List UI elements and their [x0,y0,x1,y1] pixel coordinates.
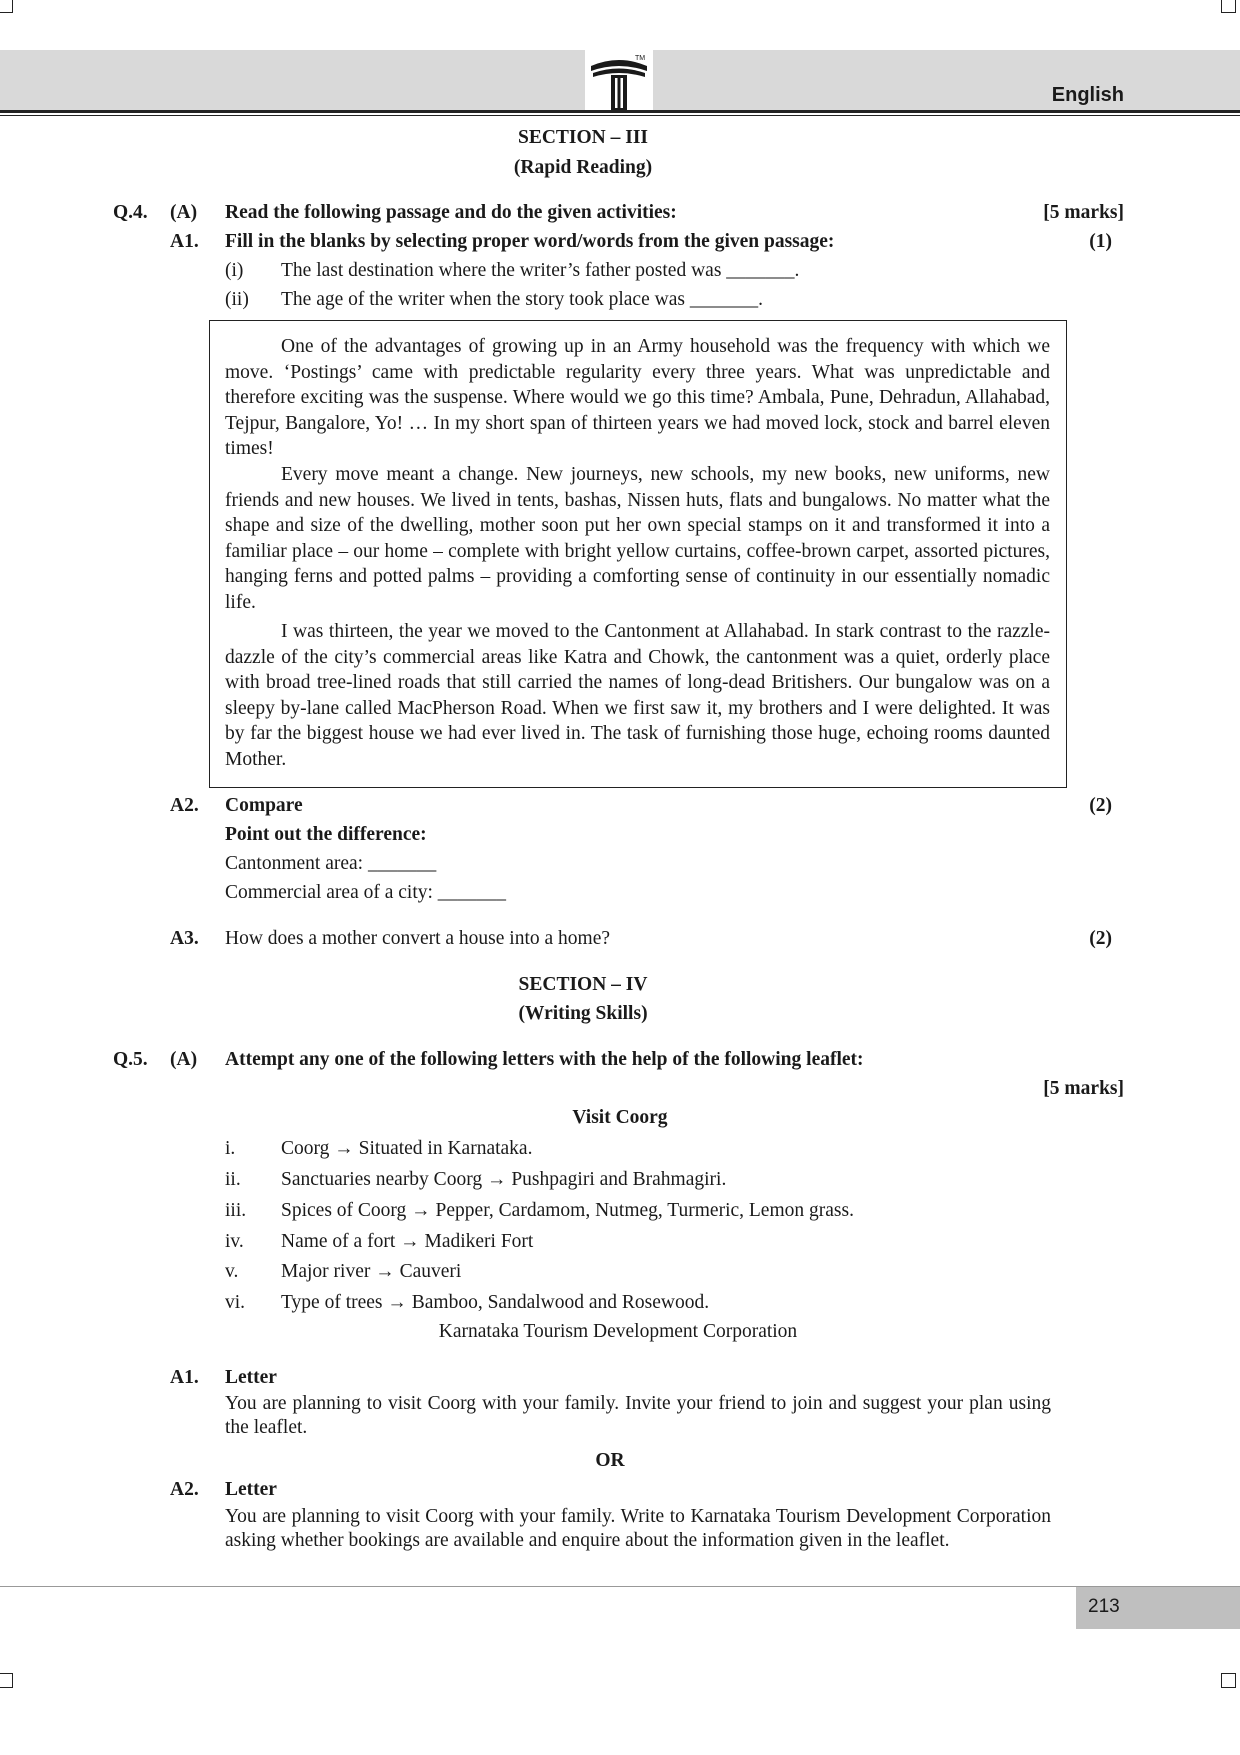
q5-a1-text: You are planning to visit Coorg with your family. Invite your friend to join and suggest your plan using the leaflet. [225,1393,1051,1438]
q4-a1-instruction: Fill in the blanks by selecting proper word/words from the given passage: [225,231,835,252]
q5-marks: [5 marks] [1043,1078,1124,1099]
publisher-logo [585,48,653,112]
q4-a2-line2: Commercial area of a city: _______ [225,882,507,903]
q5-a2-label: A2. [170,1479,199,1500]
leaflet-item-num: iv. [225,1231,244,1252]
leaflet-item-num: v. [225,1261,239,1282]
leaflet-item-text: Name of a fort → Madikeri Fort [281,1231,534,1252]
q4-a2-subtitle: Point out the difference: [225,824,427,845]
page-number: 213 [1088,1596,1120,1617]
leaflet-title: Visit Coorg [572,1107,668,1128]
svg-text:TM: TM [635,55,646,62]
leaflet-item-num: iii. [225,1200,247,1221]
crop-mark-bottom-left [0,1673,13,1688]
header-rule [0,110,1240,113]
q4-a3-text: How does a mother convert a house into a home? [225,928,611,949]
q4-a2-title: Compare [225,795,303,816]
q4-a3-marks: (2) [1089,928,1112,949]
leaflet-item-num: i. [225,1138,236,1159]
or-divider: OR [595,1450,625,1471]
leaflet-item-text: Major river → Cauveri [281,1261,462,1282]
crop-mark-bottom-right [1221,1673,1236,1688]
passage-paragraph-3: I was thirteen, the year we moved to the Cantonment at Allahabad. In stark contrast to the razzle-dazzle of the city’s commercial areas like Katra and Chowk, the cantonment was a quiet, orderly place with broad tree-lined roads that still carried the names of long-dead Britishers. Our bungalow was on a sleepy by-lane called MacPherson Road. When we first saw it, my brothers and I were delighted. It was by far the biggest house we had ever lived in. The task of furnishing those huge, echoing rooms daunted Mother. [225,621,1050,770]
logo-t-icon [585,48,653,112]
passage-paragraph-1: One of the advantages of growing up in an Army household was the frequency with which we move. ‘Postings’ came with predictable regularity every three years. What was unpredictable and therefore exciting was the suspense. Where would we go this time? Ambala, Pune, Dehradun, Allahabad, Tejpur, Bangalore, Yo! … In my short span of thirteen years we had moved lock, stock and barrel eleven times! [225,336,1050,459]
q4-a1-item-num: (ii) [225,289,249,310]
q5-a1-label: A1. [170,1367,199,1388]
leaflet-item-text: Spices of Coorg → Pepper, Cardamom, Nutmeg, Turmeric, Lemon grass. [281,1200,854,1221]
q4-instruction: Read the following passage and do the given activities: [225,202,677,223]
footer-rule [0,1586,1240,1587]
leaflet-item-num: ii. [225,1169,241,1190]
q4-a2-marks: (2) [1089,795,1112,816]
section-4-title: SECTION – IV [518,974,648,995]
crop-mark-top-left [0,0,13,13]
section-3-title: SECTION – III [517,127,649,148]
q4-a1-item-text: The last destination where the writer’s father posted was _______. [281,260,800,281]
q5-instruction: Attempt any one of the following letters with the help of the following leaflet: [225,1049,864,1070]
q5-number: Q.5. [113,1049,148,1070]
q4-number: Q.4. [113,202,148,223]
q5-part: (A) [170,1049,198,1070]
leaflet-footer: Karnataka Tourism Development Corporation [438,1321,798,1342]
q4-a1-item-num: (i) [225,260,244,281]
leaflet-item-num: vi. [225,1292,246,1313]
q4-a1-marks: (1) [1089,231,1112,252]
q4-marks: [5 marks] [1043,202,1124,223]
q4-a1-item-text: The age of the writer when the story took place was _______. [281,289,763,310]
leaflet-item-text: Sanctuaries nearby Coorg → Pushpagiri and Brahmagiri. [281,1169,727,1190]
q4-a2-label: A2. [170,795,199,816]
subject-label: English [1051,84,1124,106]
section-4-subtitle: (Writing Skills) [518,1003,648,1024]
leaflet-item-text: Type of trees → Bamboo, Sandalwood and Rosewood. [281,1292,710,1313]
q5-a2-title: Letter [225,1479,277,1500]
section-3-subtitle: (Rapid Reading) [513,157,653,178]
q5-a1-title: Letter [225,1367,277,1388]
q4-a2-line1: Cantonment area: _______ [225,853,437,874]
q5-a2-text: You are planning to visit Coorg with your family. Write to Karnataka Tourism Development Corporation asking whether bookings are available and enquire about the information given in the leaflet. [225,1506,1051,1551]
q4-a1-label: A1. [170,231,199,252]
crop-mark-top-right [1221,0,1236,13]
leaflet-item-text: Coorg → Situated in Karnataka. [281,1138,533,1159]
q4-part: (A) [170,202,198,223]
header-rule-thin [0,115,1240,116]
passage-paragraph-2: Every move meant a change. New journeys, new schools, my new books, new uniforms, new friends and new houses. We lived in tents, bashas, Nissen huts, flats and bungalows. No matter what the shape and size of the dwelling, mother soon put her own special stamps on it and transformed it into a familiar place – our home – complete with bright yellow curtains, coffee-brown carpet, assorted pictures, hanging ferns and potted palms – providing a comforting sense of continuity in our essentially nomadic life. [225,464,1050,613]
q4-a3-label: A3. [170,928,199,949]
